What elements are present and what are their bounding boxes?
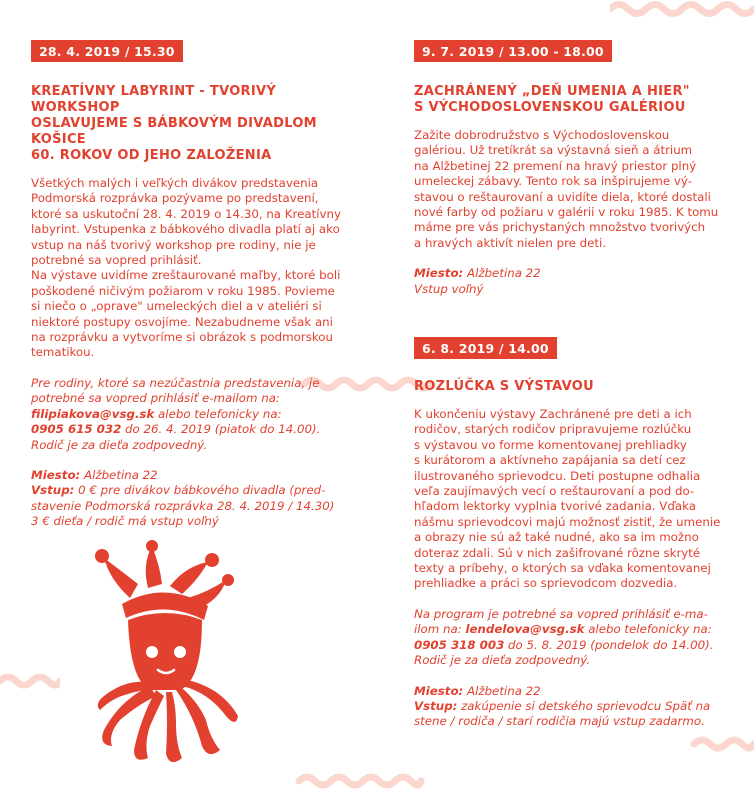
registration-phone[interactable]: 0905 318 003: [414, 637, 505, 652]
jester-octopus-icon: [90, 540, 240, 770]
event-right-top: [414, 40, 744, 297]
event-date-badge: 9. 7. 2019 / 13.00 - 18.00: [414, 40, 612, 62]
event-description: Všetkých malých i veľkých divákov predstavenia Podmorská rozprávka pozývame po predstavení, ktoré sa uskutoční 28. 4. 2019 o 14.30, na Kreatívny labyrint. Vstupenka z bábkového divadla platí aj ako vstup na náš tvorivý workshop pre rodiny, nie je potrebné sa vopred prihlásiť. Na výstave uvidíme zreštaurované maľby, ktoré boli poškodené ničivým požiarom v roku 1985. Povieme si niečo o „oprave" umeleckých diel a v ateliéri si niektoré postupy osvojíme. Nezabudneme však ani na rozprávku a vytvoríme si obrázok s podmorskou tematikou.: [31, 176, 341, 360]
event-description: Zažite dobrodružstvo s Východoslovenskou galériou. Už tretíkrát sa výstavná sieň a átrium na Alžbetinej 22 premení na hravý priestor plný umeleckej zábavy. Tento rok sa inšpirujeme vý- stavou o reštaurovaní a uvidíte diela, ktoré dostali nové farby od požiaru v galérii v roku 1985. K tomu máme pre vás prichystaných množstvo tvorivých a hravých aktivít nielen pre deti.: [414, 128, 719, 250]
venue-info: Miesto: Alžbetina 22 Vstup: 0 € pre divákov bábkového divadla (pred- stavenie Podmorská rozprávka 28. 4. 2019 / 14.30) 3 € dieťa / rodič má vstup voľný: [31, 467, 335, 529]
registration-email-link[interactable]: filipiakova@vsg.sk: [31, 406, 155, 421]
event-date-badge: 28. 4. 2019 / 15.30: [31, 40, 183, 62]
venue-info: Miesto: Alžbetina 22 Vstup: zakúpenie si detského sprievodcu Späť na stene / rodiča / starí rodičia majú vstup zadarmo.: [414, 683, 711, 729]
event-description: K ukončeniu výstavy Zachránené pre deti a ich rodičov, starých rodičov pripravujeme rozlúčku s výstavou vo forme komentovanej prehliadky s kurátorom a aktívneho zapájania sa detí cez ilustrovaného sprievodcu. Deti postupne odhalia veľa zaujímavých vecí o reštaurovaní a pod do- hľadom lektorky vyplnia tvorivé zadania. Vďaka nášmu sprievodcovi majú možnosť zistiť, že umenie a obrazy nie sú až také nudné, ako sa im možno doteraz zdali. Sú v nich zašifrované rôzne skryté texty a príbehy, o ktorých sa vďaka komentovanej prehliadke a práci so sprievodcom dozvedia.: [414, 407, 721, 591]
registration-info: Na program je potrebné sa vopred prihlásiť e-ma- ilom na: lendelova@vsg.sk alebo telefonicky na: 0905 318 003 do 5. 8. 2019 (pondelok do 14.00). Rodič je za dieťa zodpovedný.: [414, 606, 714, 668]
event-left: [31, 40, 361, 530]
event-right-bottom: [414, 337, 744, 730]
event-title: ZACHRÁNENÝ „DEŇ UMENIA A HIER" S VÝCHODOSLOVENSKOU GALÉRIOU: [414, 84, 690, 115]
registration-email-link[interactable]: lendelova@vsg.sk: [465, 622, 585, 637]
event-date-badge: 6. 8. 2019 / 14.00: [414, 337, 557, 359]
event-title: ROZLÚČKA S VÝSTAVOU: [414, 379, 594, 394]
wave-decoration-left: [0, 672, 60, 690]
registration-phone[interactable]: 0905 615 032: [31, 422, 122, 437]
event-title: KREATÍVNY LABYRINT - TVORIVÝ WORKSHOP OSLAVUJEME S BÁBKOVÝM DIVADLOM KOŠICE 60. ROKOV OD JEHO ZALOŽENIA: [31, 84, 317, 163]
wave-decoration-top-right: [610, 0, 754, 18]
registration-info: Pre rodiny, ktoré sa nezúčastnia predstavenia, je potrebné sa vopred prihlásiť e-mailom na: filipiakova@vsg.sk alebo telefonicky na: 0905 615 032 do 26. 4. 2019 (piatok do 14.00). Rodič je za dieťa zodpovedný.: [31, 375, 321, 452]
wave-decoration-bottom-center: [295, 772, 425, 790]
venue-info: Miesto: Alžbetina 22 Vstup voľný: [414, 266, 541, 296]
wave-decoration-right: [690, 735, 754, 753]
